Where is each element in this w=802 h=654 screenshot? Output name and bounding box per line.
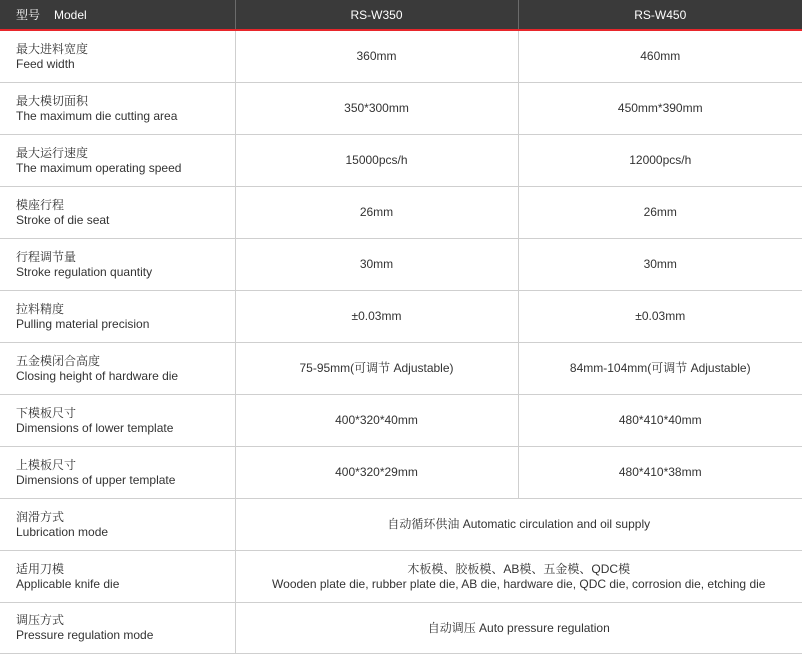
- spec-value-model-1: 15000pcs/h: [235, 135, 518, 187]
- spec-label-en: Stroke regulation quantity: [16, 265, 235, 280]
- spec-value-model-2: ±0.03mm: [518, 291, 802, 343]
- spec-label-en: Closing height of hardware die: [16, 369, 235, 384]
- spec-label-cn: 模座行程: [16, 198, 235, 213]
- spec-value-model-2: 26mm: [518, 187, 802, 239]
- spec-value-model-2: 480*410*40mm: [518, 395, 802, 447]
- spec-label-cn: 五金模闭合高度: [16, 354, 235, 369]
- spec-value-model-1: 400*320*40mm: [235, 395, 518, 447]
- spec-label: [0, 343, 235, 395]
- spec-label: [0, 291, 235, 343]
- spec-label-en: Lubrication mode: [16, 525, 235, 540]
- spec-label-en: Pulling material precision: [16, 317, 235, 332]
- header-model-1: RS-W350: [235, 0, 518, 30]
- shared-value-line: 自动循环供油 Automatic circulation and oil supply: [236, 517, 802, 532]
- spec-value-model-1: 400*320*29mm: [235, 447, 518, 499]
- table-row: [0, 83, 802, 135]
- spec-value-model-2: 450mm*390mm: [518, 83, 802, 135]
- spec-label-cn: 润滑方式: [16, 510, 235, 525]
- table-row-merged: [0, 551, 802, 603]
- table-row: [0, 447, 802, 499]
- table-row: [0, 187, 802, 239]
- spec-label-cn: 下模板尺寸: [16, 406, 235, 421]
- header-label-cn: 型号: [16, 8, 40, 22]
- shared-value-line: 木板模、胶板模、AB模、五金模、QDC模: [236, 562, 802, 577]
- spec-value-shared: [235, 499, 802, 551]
- spec-label-cn: 行程调节量: [16, 250, 235, 265]
- header-label-cell: [0, 0, 235, 30]
- spec-value-model-1: ±0.03mm: [235, 291, 518, 343]
- table-row: [0, 343, 802, 395]
- table-row: [0, 291, 802, 343]
- spec-label-cn: 调压方式: [16, 613, 235, 628]
- table-row: [0, 30, 802, 83]
- header-label-en: Model: [54, 8, 87, 22]
- spec-label-en: Feed width: [16, 57, 235, 72]
- spec-label: [0, 30, 235, 83]
- spec-label-en: Dimensions of lower template: [16, 421, 235, 436]
- spec-label: [0, 603, 235, 654]
- spec-label: [0, 135, 235, 187]
- spec-label-cn: 最大运行速度: [16, 146, 235, 161]
- spec-value-model-1: 30mm: [235, 239, 518, 291]
- table-row: [0, 239, 802, 291]
- spec-label-en: Pressure regulation mode: [16, 628, 235, 643]
- table-row-merged: [0, 499, 802, 551]
- spec-label-en: The maximum operating speed: [16, 161, 235, 176]
- spec-value-model-1: 360mm: [235, 30, 518, 83]
- spec-value-model-1: 350*300mm: [235, 83, 518, 135]
- spec-value-model-2: 30mm: [518, 239, 802, 291]
- spec-value-shared: [235, 551, 802, 603]
- spec-label-cn: 适用刀模: [16, 562, 235, 577]
- spec-label-cn: 上模板尺寸: [16, 458, 235, 473]
- spec-value-model-2: 460mm: [518, 30, 802, 83]
- spec-label: [0, 83, 235, 135]
- spec-label-en: The maximum die cutting area: [16, 109, 235, 124]
- spec-value-shared: [235, 603, 802, 654]
- spec-value-model-1: 75-95mm(可调节 Adjustable): [235, 343, 518, 395]
- spec-label: [0, 187, 235, 239]
- spec-value-model-2: 84mm-104mm(可调节 Adjustable): [518, 343, 802, 395]
- table-row: [0, 395, 802, 447]
- spec-label: [0, 239, 235, 291]
- spec-label: [0, 499, 235, 551]
- shared-value-line: 自动调压 Auto pressure regulation: [236, 621, 802, 636]
- header-model-2: RS-W450: [518, 0, 802, 30]
- shared-value-line: Wooden plate die, rubber plate die, AB die, hardware die, QDC die, corrosion die, etching die: [236, 577, 802, 592]
- spec-label-en: Applicable knife die: [16, 577, 235, 592]
- table-row: [0, 135, 802, 187]
- spec-value-model-2: 480*410*38mm: [518, 447, 802, 499]
- spec-value-model-1: 26mm: [235, 187, 518, 239]
- spec-label-cn: 拉料精度: [16, 302, 235, 317]
- spec-label: [0, 447, 235, 499]
- spec-label-en: Dimensions of upper template: [16, 473, 235, 488]
- spec-value-model-2: 12000pcs/h: [518, 135, 802, 187]
- spec-label: [0, 395, 235, 447]
- spec-label: [0, 551, 235, 603]
- spec-label-cn: 最大进料宽度: [16, 42, 235, 57]
- spec-label-cn: 最大模切面积: [16, 94, 235, 109]
- table-row-merged: [0, 603, 802, 654]
- spec-label-en: Stroke of die seat: [16, 213, 235, 228]
- header-row: [0, 0, 802, 30]
